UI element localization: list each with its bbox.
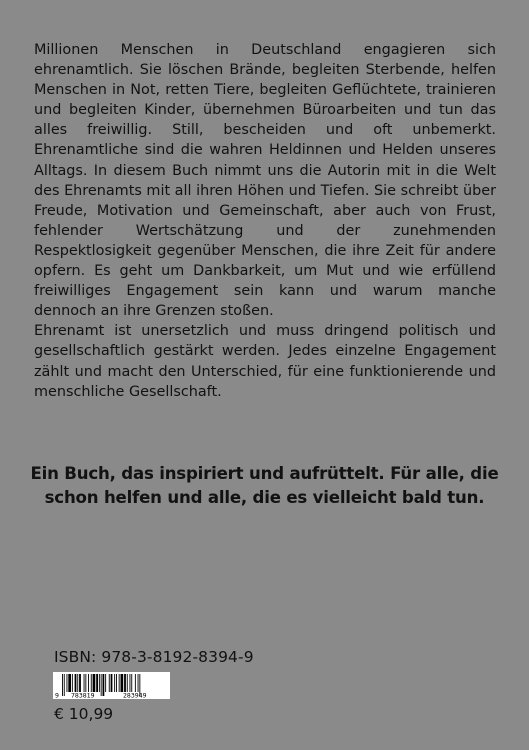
barcode-bar	[101, 674, 102, 696]
barcode-bar	[72, 674, 73, 692]
barcode-bar	[64, 674, 65, 696]
barcode-bar	[130, 674, 131, 692]
barcode-bar	[96, 674, 98, 692]
barcode-bar	[111, 674, 113, 692]
barcode-bar	[85, 674, 86, 692]
tagline-line-2: schon helfen und alle, die es vielleicht bald tun.	[44, 487, 485, 507]
barcode-left-digits: 783819	[71, 691, 95, 699]
barcode-bar	[91, 674, 92, 692]
barcode-bar	[116, 674, 117, 692]
price-label: € 10,99	[54, 705, 114, 723]
barcode-bar	[79, 674, 81, 692]
barcode-bar	[68, 674, 71, 692]
blurb-paragraph-1: Millionen Menschen in Deutschland engagieren sich ehrenamtlich. Sie löschen Brände, begleiten Sterbende, helfen Menschen in Not, retten Tiere, begleiten Geflüchtete, trainieren und begleiten Kinder, übernehmen Büroarbeiten und tun das alles freiwillig. Still, bescheiden und oft unbemerkt. Ehrenamtliche sind die wahren Heldinnen und Helden unseres Alltags. In diesem Buch nimmt uns die Autorin mit in die Welt des Ehrenamts mit all ihren Höhen und Tiefen. Sie schreibt über Freude, Motivation und Gemeinschaft, aber auch von Frust, fehlender Wertschätzung und der zunehmenden Respektlosigkeit gegenüber Menschen, die ihre Zeit für andere opfern. Es geht um Dankbarkeit, um Mut und wie erfüllend freiwilliges Engagement sein kann und warum manche dennoch an ihre Grenzen stoßen.	[34, 42, 496, 320]
barcode-bar	[138, 674, 139, 692]
blurb-paragraph-2: Ehrenamt ist unersetzlich und muss dringend politisch und gesellschaftlich gestärkt werden. Jedes einzelne Engagement zählt und macht den Unterschied, für eine funktionierende und menschliche Gesellschaft.	[34, 323, 496, 400]
barcode-bar	[77, 674, 78, 692]
barcode-bar	[135, 674, 136, 692]
barcode-bar	[105, 674, 106, 692]
barcode-bar	[109, 674, 110, 692]
barcode-bar	[103, 674, 105, 696]
isbn-barcode	[53, 672, 170, 699]
barcode-bar	[127, 674, 128, 692]
barcode-bar	[88, 674, 89, 692]
barcode-bar	[121, 674, 124, 692]
barcode-bar	[114, 674, 115, 692]
barcode-bar	[84, 674, 85, 692]
barcode-bar	[75, 674, 77, 692]
barcode-bar	[67, 674, 68, 692]
barcode-bar	[124, 674, 126, 692]
barcode-bar	[131, 674, 132, 692]
tagline	[24, 462, 505, 509]
barcode-graphic	[53, 672, 170, 699]
barcode-bar	[93, 674, 96, 692]
barcode-lead-digit: 9	[55, 691, 59, 699]
barcode-bar	[99, 674, 100, 692]
blurb-text	[34, 40, 496, 402]
isbn-label: ISBN: 978-3-8192-8394-9	[54, 648, 254, 666]
barcode-bar	[119, 674, 120, 692]
tagline-line-1: Ein Buch, das inspiriert und aufrüttelt. Für alle, die	[30, 464, 499, 483]
barcode-right-digits: 283949	[123, 691, 147, 699]
barcode-bar	[62, 674, 63, 696]
